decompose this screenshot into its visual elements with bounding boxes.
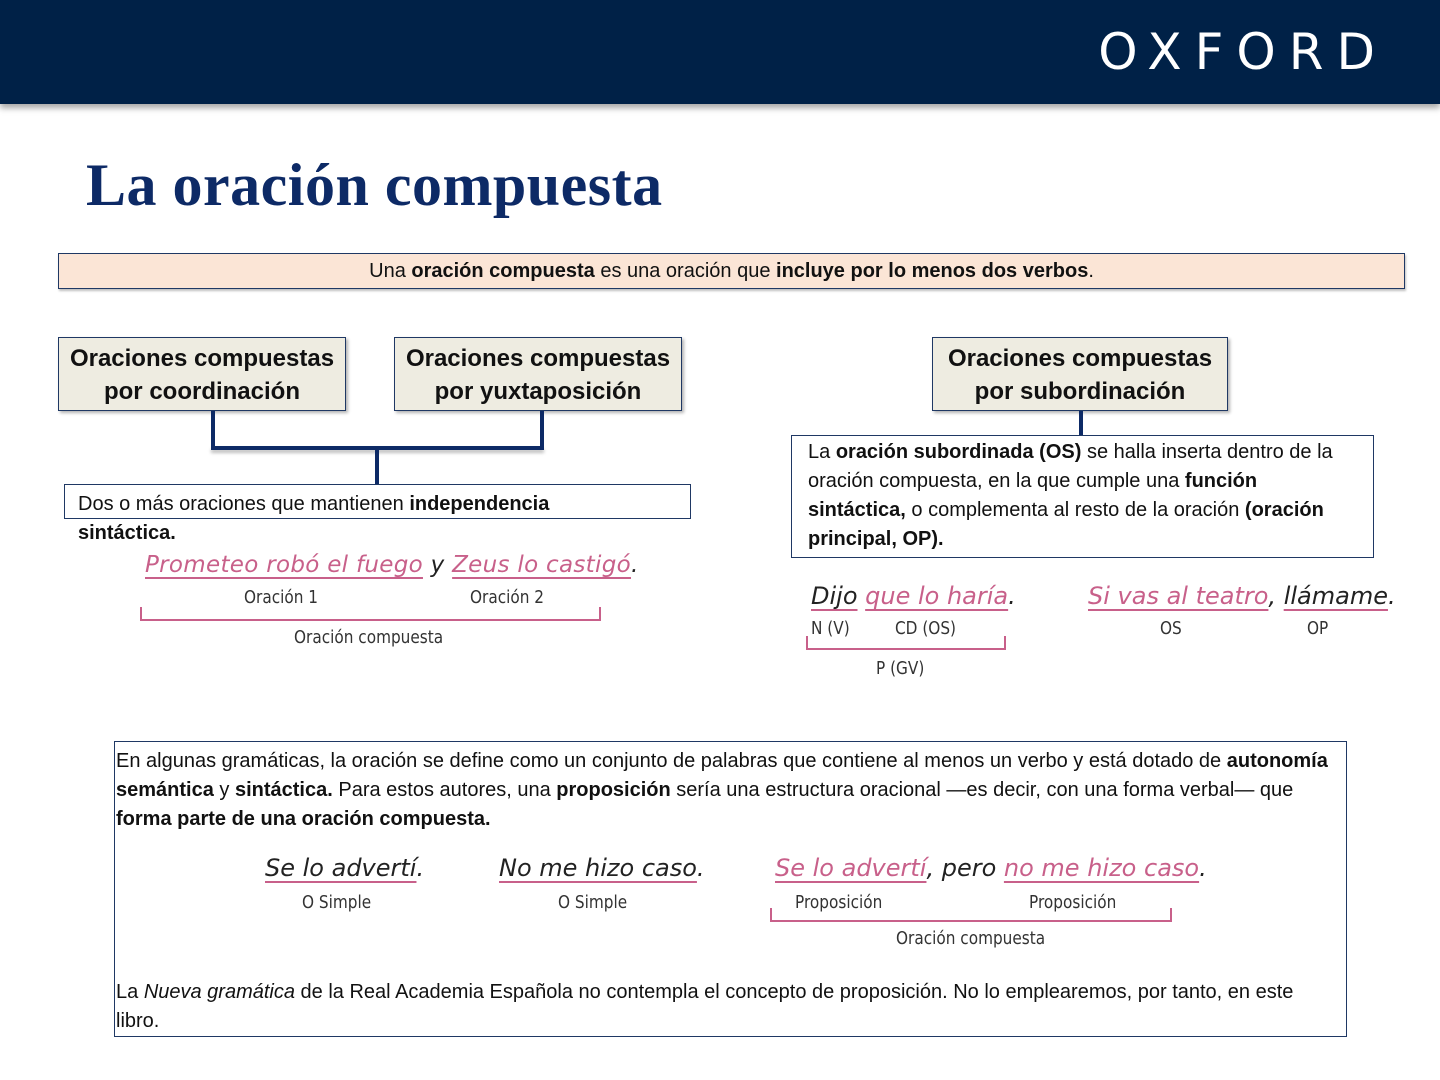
example-label: N (V) xyxy=(811,618,850,639)
example-subordination-1 xyxy=(811,582,1016,610)
example-label: Proposición xyxy=(795,892,883,913)
category-coordinacion xyxy=(58,337,346,411)
example-simple-1 xyxy=(265,854,424,882)
category-label: por subordinación xyxy=(974,378,1186,405)
category-subordinacion xyxy=(932,337,1228,411)
connector-line xyxy=(211,411,215,449)
note-text: La xyxy=(116,981,144,1003)
independence-text-plain: Dos o más oraciones que mantienen xyxy=(78,493,410,515)
subordination-box xyxy=(791,435,1374,558)
definition-key: incluye por lo menos dos verbos xyxy=(776,260,1089,282)
example-clause: no me hizo caso xyxy=(1003,854,1200,882)
example-clause: llámame xyxy=(1283,582,1388,610)
example-punct: . xyxy=(1008,582,1016,610)
note-paragraph-2 xyxy=(116,978,1341,1036)
example-verb: Dijo xyxy=(811,582,858,610)
header-band xyxy=(0,0,1440,104)
example-clause: Prometeo robó el fuego xyxy=(145,552,423,578)
note-text: En algunas gramáticas, la oración se define como un conjunto de palabras que contiene al menos un verbo y está dotado de xyxy=(116,750,1227,772)
definition-text: es una oración que xyxy=(594,260,777,282)
note-paragraph-1 xyxy=(116,747,1341,834)
category-label: Oraciones compuestas xyxy=(947,345,1213,372)
connector-line xyxy=(375,449,379,484)
example-punct: , xyxy=(1268,582,1284,610)
connector-line xyxy=(540,411,544,449)
example-punct: . xyxy=(416,854,425,882)
example-label: O Simple xyxy=(558,892,628,913)
page-title: La oración compuesta xyxy=(86,152,663,218)
example-label: O Simple xyxy=(302,892,372,913)
note-text: de la Real Academia Española no contempla el concepto de proposición. No lo emplearemos, por tanto, en este libro. xyxy=(116,981,1294,1032)
example-conjunction: , pero xyxy=(926,854,1004,882)
definition-term: oración compuesta xyxy=(411,260,595,282)
independence-text xyxy=(78,490,638,548)
note-text: sería una estructura oracional —es decir, con una forma verbal— que xyxy=(670,779,1294,801)
category-label: Oraciones compuestas xyxy=(405,345,671,372)
example-bracket-label: Oración compuesta xyxy=(896,928,1046,949)
note-key: forma parte de una oración compuesta. xyxy=(116,808,491,830)
subordination-text: o complementa al resto de la oración xyxy=(905,499,1245,521)
example-label: CD (OS) xyxy=(895,618,957,639)
example-label: OP xyxy=(1307,618,1329,639)
category-label: por coordinación xyxy=(103,378,300,405)
subordination-key: (oración principal, OP). xyxy=(808,499,1324,550)
independence-key: independencia sintáctica. xyxy=(78,493,550,544)
example-subordination-2 xyxy=(1088,582,1396,610)
example-coordination xyxy=(145,552,639,578)
example-bracket-label: P (GV) xyxy=(876,658,925,679)
example-bracket xyxy=(140,607,601,621)
category-yuxtaposicion xyxy=(394,337,682,411)
note-text: y xyxy=(213,779,235,801)
example-bracket xyxy=(806,636,1006,650)
example-punct: . xyxy=(1199,854,1207,882)
example-bracket-label: Oración compuesta xyxy=(294,627,444,648)
example-clause: que lo haría xyxy=(865,582,1009,610)
connector-line xyxy=(1079,411,1083,435)
example-simple-2 xyxy=(499,854,705,882)
example-clause: Si vas al teatro xyxy=(1088,582,1269,610)
example-punct: . xyxy=(1387,582,1396,610)
note-key: proposición xyxy=(556,779,671,801)
example-clause: Se lo advertí xyxy=(775,854,927,882)
note-book-title: Nueva gramática xyxy=(143,981,295,1003)
example-bracket xyxy=(770,908,1172,922)
note-text: Para estos autores, una xyxy=(332,779,557,801)
category-label: por yuxtaposición xyxy=(434,378,642,405)
subordination-key: oración subordinada (OS) xyxy=(835,441,1082,463)
example-clause: No me hizo caso xyxy=(499,854,697,882)
example-clause: Zeus lo castigó xyxy=(452,552,631,578)
oxford-logo: OXFORD xyxy=(1098,23,1388,81)
subordination-text: La xyxy=(808,441,836,463)
note-key: autonomía semántica xyxy=(116,750,1328,801)
example-label: OS xyxy=(1160,618,1182,639)
example-punct: . xyxy=(630,552,639,578)
example-compound xyxy=(775,854,1207,882)
example-punct: . xyxy=(696,854,705,882)
example-label: Proposición xyxy=(1029,892,1117,913)
note-key: sintáctica. xyxy=(234,779,333,801)
example-label: Oración 2 xyxy=(470,587,545,608)
example-clause: Se lo advertí xyxy=(265,854,417,882)
example-conjunction: y xyxy=(422,552,453,578)
definition-text: Una xyxy=(369,260,412,282)
category-label: Oraciones compuestas xyxy=(69,345,335,372)
example-label: Oración 1 xyxy=(244,587,319,608)
definition-banner xyxy=(58,253,1405,289)
definition-text: . xyxy=(1088,260,1094,282)
subordination-key: función sintáctica, xyxy=(808,470,1258,521)
subordination-text: se halla inserta dentro de la oración compuesta, en la que cumple una xyxy=(808,441,1333,492)
